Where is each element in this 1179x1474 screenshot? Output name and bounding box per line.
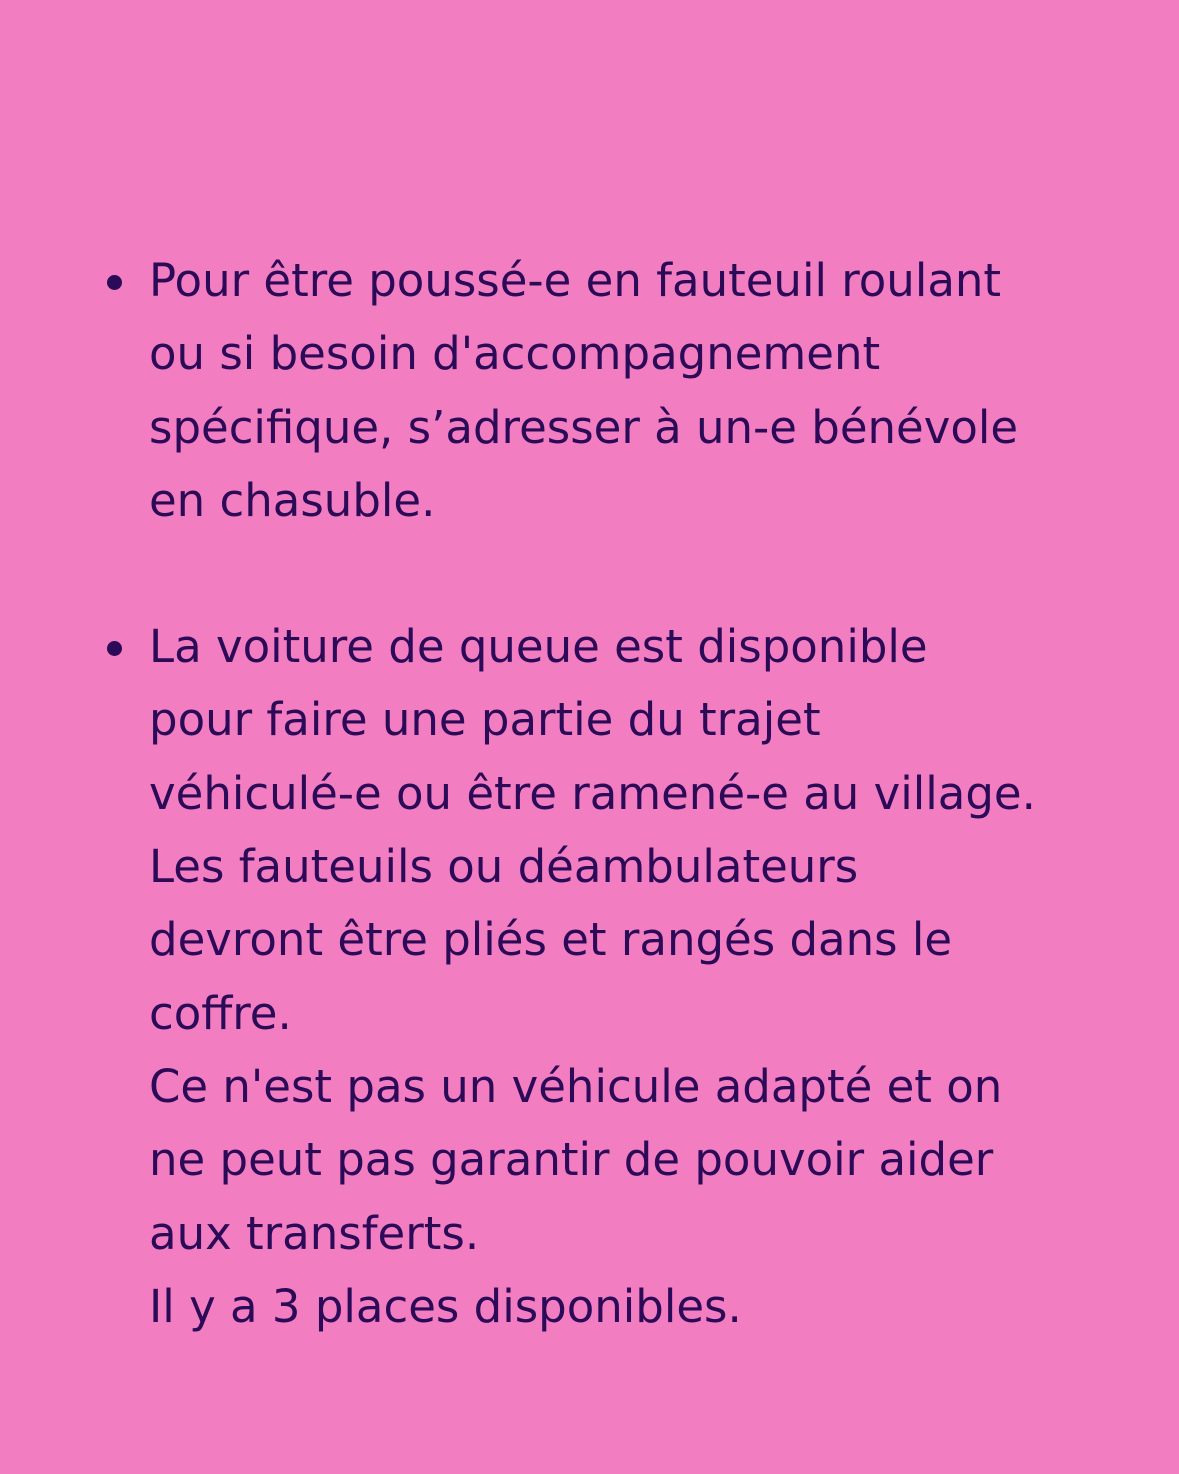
bullet-text-line: pour faire une partie du trajet bbox=[149, 693, 821, 747]
bullet-text-line: devront être pliés et rangés dans le bbox=[149, 913, 953, 967]
bullet-text-line: La voiture de queue est disponible bbox=[149, 620, 928, 674]
bullet-text-line: Les fauteuils ou déambulateurs bbox=[149, 840, 859, 894]
bullet-point-icon bbox=[107, 275, 122, 290]
bullet-text-line: Ce n'est pas un véhicule adapté et on bbox=[149, 1059, 1003, 1113]
bullet-text-line: ne peut pas garantir de pouvoir aider bbox=[149, 1133, 994, 1187]
bullet-text-line: Pour être poussé-e en fauteuil roulant bbox=[149, 254, 1002, 307]
bullet-text-line: coffre. bbox=[149, 986, 292, 1040]
bullet-list bbox=[105, 244, 1105, 1416]
bullet-item-assistance bbox=[105, 244, 1105, 537]
bullet-text-line: aux transferts. bbox=[149, 1206, 480, 1260]
bullet-text-line: en chasuble. bbox=[149, 473, 436, 527]
bullet-text-line: ou si besoin d'accompagnement bbox=[149, 327, 881, 381]
bullet-item-tail-car bbox=[105, 610, 1105, 1343]
bullet-text-line: spécifique, s’adresser à un-e bénévole bbox=[149, 400, 1019, 454]
bullet-text-line: véhiculé-e ou être ramené-e au village. bbox=[149, 766, 1036, 820]
bullet-text-line: Il y a 3 places disponibles. bbox=[149, 1279, 742, 1333]
bullet-point-icon bbox=[107, 641, 122, 656]
